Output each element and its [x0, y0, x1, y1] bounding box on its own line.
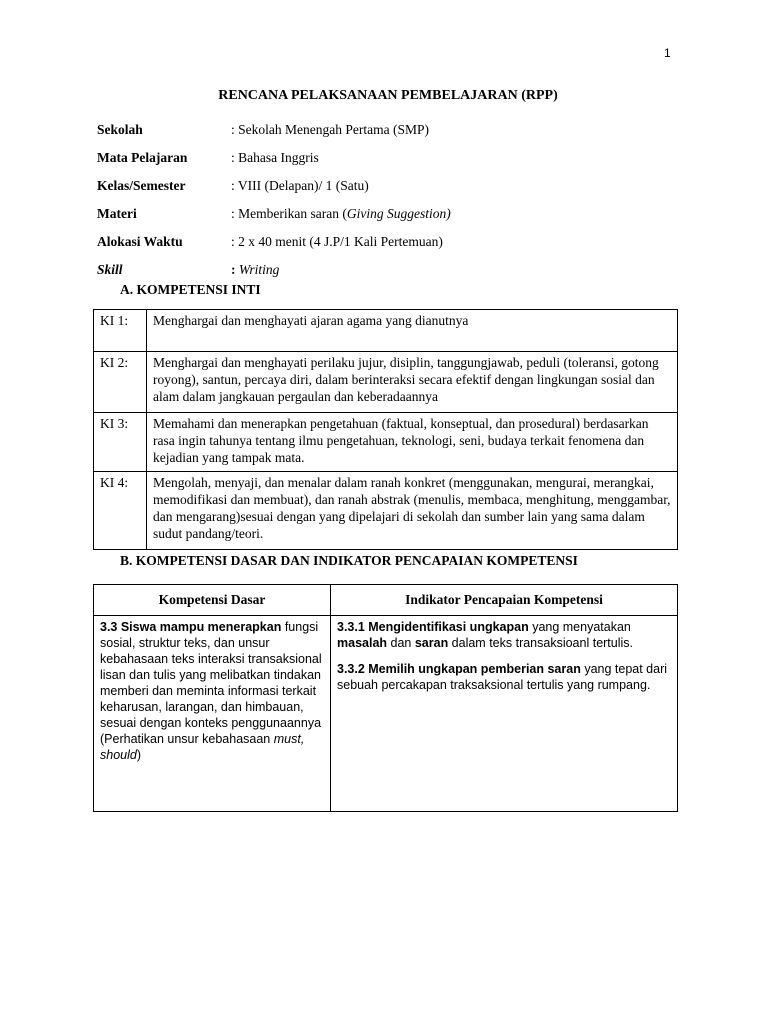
ki-code: KI 1: [94, 310, 147, 352]
info-value-italic: Writing [238, 262, 280, 277]
ki-code: KI 2: [94, 352, 147, 413]
table-row [94, 352, 678, 413]
kompetensi-dasar-cell [94, 616, 331, 812]
table-row [94, 616, 678, 812]
info-value-italic: Giving Suggestion) [346, 206, 451, 221]
column-header-indikator: Indikator Pencapaian Kompetensi [331, 585, 678, 616]
ki-code: KI 3: [94, 413, 147, 472]
kd-bold-text: 3.3 Siswa mampu menerapkan [100, 620, 282, 634]
ipk-bold-text: 3.3.2 Memilih ungkapan pemberian saran [337, 662, 581, 676]
info-value: : 2 x 40 menit (4 J.P/1 Kali Pertemuan) [231, 234, 443, 249]
ki-code: KI 4: [94, 472, 147, 550]
info-value: : Bahasa Inggris [231, 150, 319, 165]
info-value: : VIII (Delapan)/ 1 (Satu) [231, 178, 369, 193]
info-row-skill [97, 256, 451, 284]
info-label: Sekolah [97, 122, 143, 137]
ipk-text: yang menyatakan [528, 620, 631, 634]
ki-text: Menghargai dan menghayati perilaku jujur, disiplin, tanggungjawab, peduli (toleransi, gotong royong), santun, percaya diri, dalam berinteraksi secara efektif dengan lingkungan sosial dan alam dalam jangkauan pergaulan dan keberadaannya [147, 352, 678, 413]
kd-italic-text: must, should [100, 732, 305, 762]
info-label: Kelas/Semester [97, 178, 186, 193]
kompetensi-inti-table [93, 309, 678, 550]
table-row [94, 413, 678, 472]
ipk-text: dalam teks transaksioanl tertulis. [448, 636, 634, 650]
kd-end-text: ) [136, 748, 142, 762]
info-label: Materi [97, 206, 137, 221]
info-value [231, 262, 279, 278]
identity-block [97, 116, 451, 284]
ki-text: Mengolah, menyaji, dan menalar dalam ranah konkret (menggunakan, mengurai, merangkai, memodifikasi dan membuat), dan ranah abstrak (menulis, membaca, menghitung, menggambar, dan mengarang)sesuai dengan yang dipelajari di sekolah dan sumber lain yang sama dalam sudut pandang/teori. [147, 472, 678, 550]
ipk-text: dan [387, 636, 415, 650]
table-row [94, 472, 678, 550]
ipk-bold-text: masalah [337, 636, 388, 650]
ipk-bold-text: 3.3.1 Mengidentifikasi ungkapan [337, 620, 529, 634]
document-title: RENCANA PELAKSANAAN PEMBELAJARAN (RPP) [218, 88, 558, 103]
info-label: Skill [97, 262, 123, 277]
table-row [94, 310, 678, 352]
indikator-cell [331, 616, 678, 812]
info-value-prefix: : Memberikan saran ( [231, 206, 347, 221]
kompetensi-dasar-table [93, 584, 678, 812]
ki-text: Menghargai dan menghayati ajaran agama yang dianutnya [147, 310, 678, 352]
ipk-bold-text: saran [414, 636, 449, 650]
indikator-3-3-1 [337, 619, 671, 651]
info-row-kelas-semester [97, 172, 451, 200]
table-header-row [94, 585, 678, 616]
section-heading-kompetensi-inti: A. KOMPETENSI INTI [120, 282, 261, 297]
info-value: : Sekolah Menengah Pertama (SMP) [231, 122, 429, 137]
page-number: 1 [664, 46, 671, 60]
info-value [231, 206, 451, 222]
info-label: Mata Pelajaran [97, 150, 188, 165]
info-row-materi [97, 200, 451, 228]
section-heading-kompetensi-dasar: B. KOMPETENSI DASAR DAN INDIKATOR PENCAPAIAN KOMPETENSI [120, 553, 578, 568]
info-row-sekolah [97, 116, 451, 144]
info-colon: : [231, 262, 236, 277]
ki-text: Memahami dan menerapkan pengetahuan (faktual, konseptual, dan prosedural) berdasarkan rasa ingin tahunya tentang ilmu pengetahuan, teknologi, seni, budaya terkait fenomena dan kejadian yang tampak mata. [147, 413, 678, 472]
kd-text: fungsi sosial, struktur teks, dan unsur kebahasaan teks interaksi transaksional lisan dan tulis yang melibatkan tindakan memberi dan meminta informasi terkait keharusan, larangan, dan himbauan, sesuai dengan konteks penggunaannya (Perhatikan unsur kebahasaan [100, 620, 322, 746]
info-row-alokasi-waktu [97, 228, 451, 256]
column-header-kompetensi-dasar: Kompetensi Dasar [94, 585, 331, 616]
info-row-mata-pelajaran [97, 144, 451, 172]
ipk-text: yang tepat dari sebuah percakapan traksaksional tertulis yang rumpang. [337, 662, 668, 692]
indikator-3-3-2 [337, 661, 671, 693]
info-label: Alokasi Waktu [97, 234, 183, 249]
